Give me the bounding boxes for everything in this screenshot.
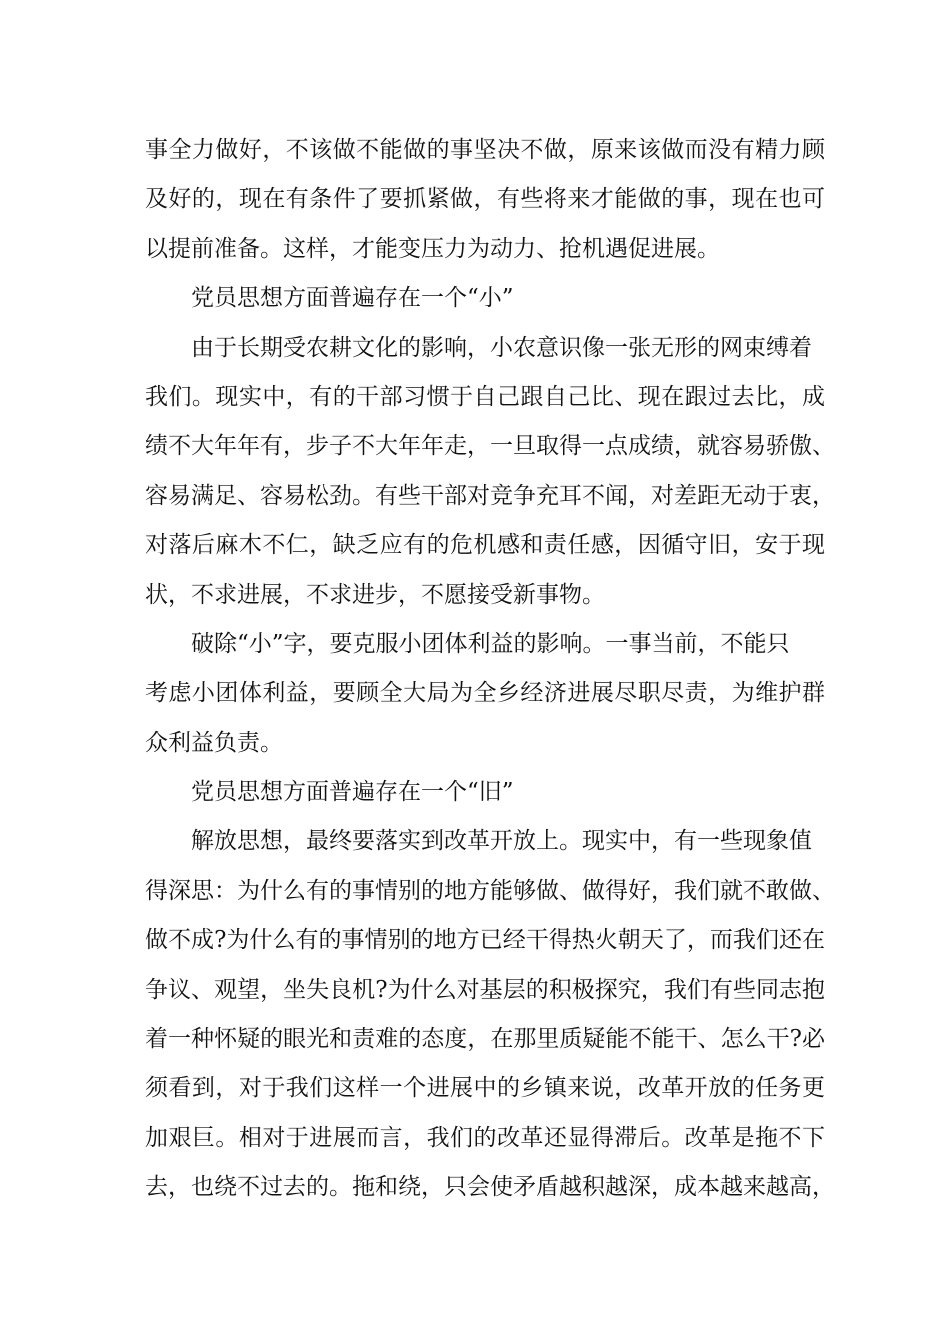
text-line: 绩不大年年有，步子不大年年走，一旦取得一点成绩，就容易骄傲、	[145, 433, 835, 460]
text-line: 须看到，对于我们这样一个进展中的乡镇来说，改革开放的任务更	[145, 1075, 825, 1102]
text-line: 状，不求进展，不求进步，不愿接受新事物。	[145, 581, 605, 608]
text-line: 解放思想，最终要落实到改革开放上。现实中，有一些现象值	[191, 828, 812, 855]
body-text	[145, 126, 835, 1213]
section-heading: 党员思想方面普遍存在一个“旧”	[191, 779, 514, 806]
text-line: 加艰巨。相对于进展而言，我们的改革还显得滞后。改革是拖不下	[145, 1124, 825, 1151]
text-line: 我们。现实中，有的干部习惯于自己跟自己比、现在跟过去比，成	[145, 383, 825, 410]
text-line: 得深思：为什么有的事情别的地方能够做、做得好，我们就不敢做、	[145, 877, 835, 904]
text-line: 争议、观望，坐失良机?为什么对基层的积极探究，我们有些同志抱	[145, 976, 825, 1003]
text-line: 由于长期受农耕文化的影响，小农意识像一张无形的网束缚着	[191, 334, 812, 361]
text-line: 破除“小”字，要克服小团体利益的影响。一事当前，不能只	[191, 630, 790, 657]
text-line: 以提前准备。这样，才能变压力为动力、抢机遇促进展。	[145, 235, 720, 262]
text-line: 做不成?为什么有的事情别的地方已经干得热火朝天了，而我们还在	[145, 927, 825, 954]
text-line: 及好的，现在有条件了要抓紧做，有些将来才能做的事，现在也可	[145, 186, 825, 213]
section-heading: 党员思想方面普遍存在一个“小”	[191, 285, 514, 312]
text-line: 容易满足、容易松劲。有些干部对竞争充耳不闻，对差距无动于衷，	[145, 482, 835, 509]
text-line: 去，也绕不过去的。拖和绕，只会使矛盾越积越深，成本越来越高，	[145, 1174, 835, 1201]
text-line: 考虑小团体利益，要顾全大局为全乡经济进展尽职尽责，为维护群	[145, 680, 825, 707]
text-line: 众利益负责。	[145, 729, 283, 756]
text-line: 事全力做好，不该做不能做的事坚决不做，原来该做而没有精力顾	[145, 137, 825, 163]
text-line: 着一种怀疑的眼光和责难的态度，在那里质疑能不能干、怎么干?必	[145, 1026, 825, 1053]
text-line: 对落后麻木不仁，缺乏应有的危机感和责任感，因循守旧，安于现	[145, 532, 825, 559]
